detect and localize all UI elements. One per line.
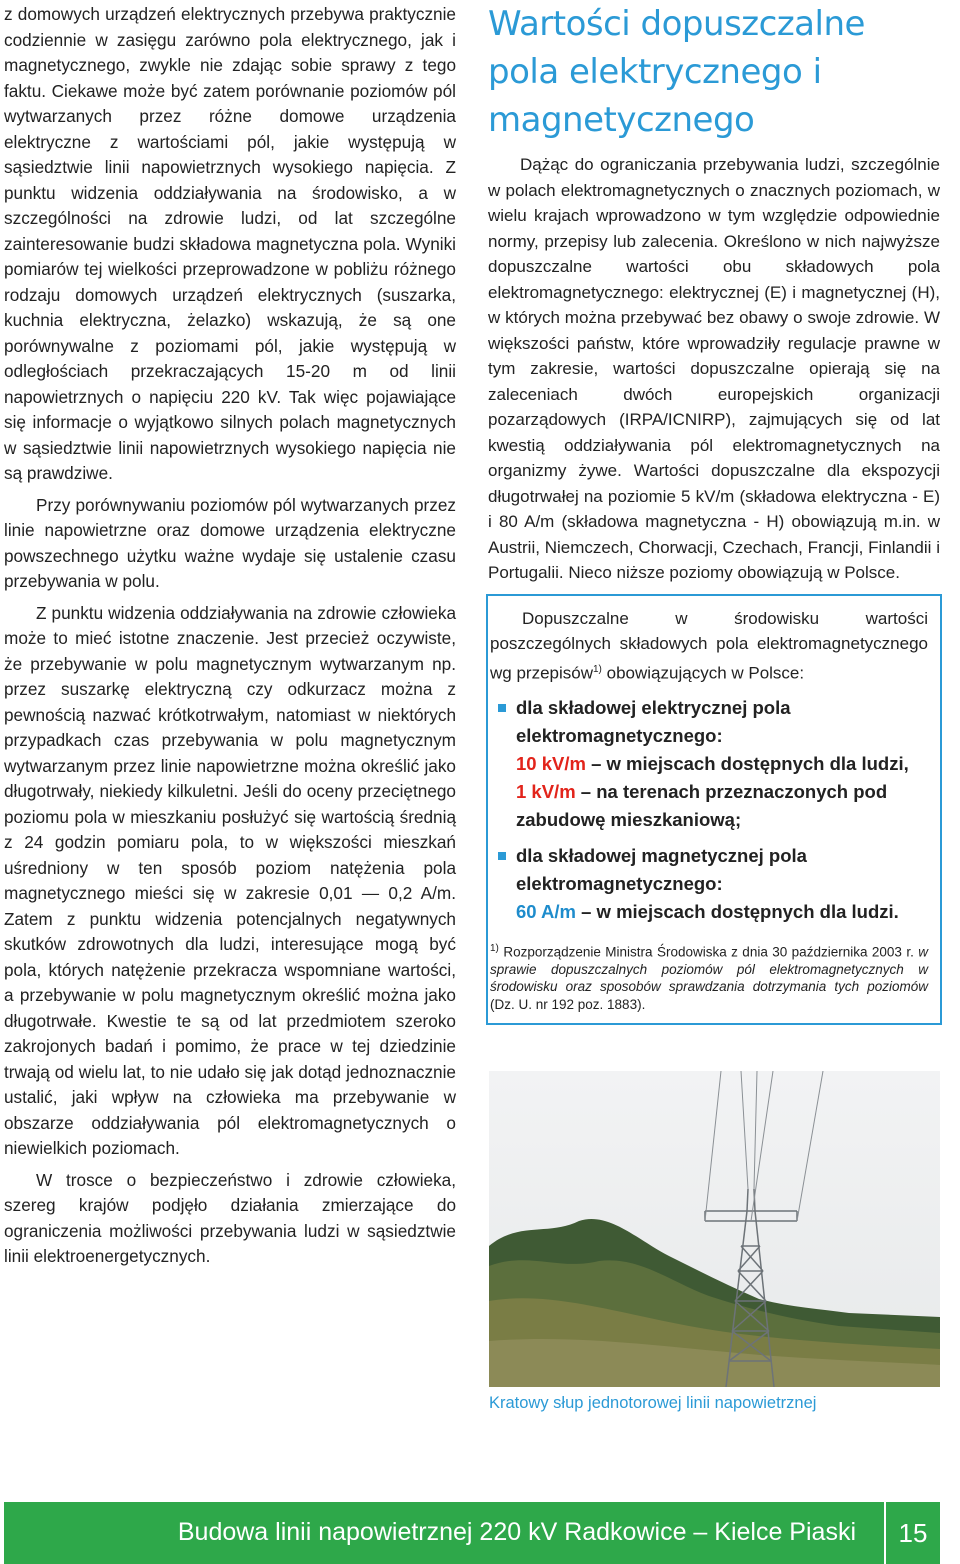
page-number: 15 xyxy=(886,1502,940,1564)
limit-description: – w miejscach dostępnych dla ludzi, xyxy=(585,752,909,774)
left-paragraph-4: W trosce o bezpieczeństwo i zdrowie człowieka, szereg krajów podjęło działania zmierzające do ograniczenia możliwości przebywania ludzi w sąsiedztwie linii elektroenergetycznych. xyxy=(4,1169,456,1266)
footnote xyxy=(490,940,928,1014)
bullet-electric-line-1 xyxy=(516,750,928,778)
photo-caption: Kratowy słup jednotorowej linii napowietrznej xyxy=(489,1394,817,1412)
footnote-text-2: (Dz. U. nr 192 poz. 1883). xyxy=(490,996,646,1012)
footnote-ref: 1) xyxy=(593,663,602,675)
limit-value: 10 kV/m xyxy=(516,752,586,774)
limits-box xyxy=(486,594,942,1026)
limits-intro-before: Dopuszczalne w środowisku wartości poszczególnych składowych pola elektromagnetycznego wg przepisów xyxy=(490,608,928,683)
pylon-photo-illustration xyxy=(489,1071,940,1387)
bullet-magnetic-title: dla składowej magnetycznej pola elektromagnetycznego: xyxy=(516,844,807,894)
section-heading: Wartości dopuszczalne pola elektrycznego i magnetycznego xyxy=(488,4,865,140)
limits-box-intro xyxy=(490,606,928,686)
section-intro: Dążąc do ograniczania przebywania ludzi, szczególnie w polach elektromagnetycznych o znacznych poziomach, w wielu krajach wprowadzono w tym względzie odpowiednie normy, przepisy lub zalecenia. Określono w nich najwyższe dopuszczalne wartości obu składowych pola elektromagnetycznego: elektrycznej (E) i magnetycznej (H), w których można przebywać bez obawy o swoje zdrowie. W większości państw, które wprowadziły regulacje prawne w tym zakresie, wartości dopuszczalne opierają się na zaleceniach dwóch europejskich organizacji pozarządowych (IRPA/ICNIRP), zajmujących się od lat kwestią oddziaływania pól elektromagnetycznych na organizmy żywe. Wartości dopuszczalne dla ekspozycji długotrwałej na poziomie 5 kV/m (składowa elektryczna - E) i 80 A/m (składowa magnetyczna - H) obowiązują m.in. w Austrii, Niemczech, Chorwacji, Czechach, Francji, Finlandii i Portugalii. Nieco niższe poziomy obowiązują w Polsce. xyxy=(488,155,940,582)
limit-value: 1 kV/m xyxy=(516,780,576,802)
left-paragraph-3: Z punktu widzenia oddziaływania na zdrowie człowieka może to mieć istotne znaczenie. Jest przecież oczywiste, że przebywanie w polu magnetycznym wytwarzanym np. przez suszarkę elektryczną czy odkurzacz można z pewnością nazwać krótkotrwałym, natomiast w niektórych przypadkach czas przebywania w polu magnetycznym wytwarzanym przez linie napowietrzne można określić jako długotrwały, niekiedy kilkuletni. Jeśli do oceny przeciętnego poziomu pola w mieszkaniu posłużyć się wartością średnią z 24 godzin pomiaru pola, to w większości mieszkań uśredniony w ten sposób poziom natężenia pola magnetycznego mieści się w zakresie 0,01 — 0,2 A/m. Zatem z punktu widzenia potencjalnych negatywnych skutków zdrowotnych dla ludzi, interesujące mogą być pola, których natężenie przekracza wspomniane wartości, a przebywanie w polu magnetycznym określić można jako długotrwałe. Kwestie te są od lat przedmiotem szeroko zakrojonych badań i pomimo, że prace w tej dziedzinie trwają od wielu lat, to nie udało się jak dotąd jednoznacznie ustalić, jaki wpływ na człowieka ma przebywanie w obszarze oddziaływania pól elektromagnetycznych o niewielkich poziomach. xyxy=(4,602,456,1158)
left-column xyxy=(4,2,456,1276)
footer-bar xyxy=(4,1502,884,1564)
bullet-square-icon xyxy=(498,704,506,712)
bullet-electric-line-2 xyxy=(516,778,928,834)
footnote-marker: 1) xyxy=(490,942,499,954)
left-paragraph-2: Przy porównywaniu poziomów pól wytwarzanych przez linie napowietrzne oraz domowe urządzenia elektryczne powszechnego użytku ważne wydaje się ustalenie czasu przebywania w polu. xyxy=(4,494,456,591)
limit-value: 60 A/m xyxy=(516,900,576,922)
bullet-electric xyxy=(490,694,928,834)
footnote-text-1: Rozporządzenie Ministra Środowiska z dnia 30 października 2003 r. xyxy=(498,944,919,960)
limit-description: – na terenach przeznaczonych pod zabudowę mieszkaniową; xyxy=(516,780,888,830)
footnote-title: w sprawie dopuszczalnych poziomów pól elektromagnetycznych w środowisku oraz sposobów sprawdzania dotrzymania tych poziomów xyxy=(490,944,928,995)
limit-description: – w miejscach dostępnych dla ludzi. xyxy=(575,900,899,922)
limits-intro-after: obowiązujących w Polsce: xyxy=(601,663,805,683)
footer-title: Budowa linii napowietrznej 220 kV Radkowice – Kielce Piaski xyxy=(177,1518,856,1546)
bullet-electric-title: dla składowej elektrycznej pola elektromagnetycznego: xyxy=(516,696,791,746)
right-column xyxy=(488,0,940,1025)
bullet-magnetic xyxy=(490,842,928,926)
pylon-photo xyxy=(489,1071,940,1387)
left-paragraph-1: z domowych urządzeń elektrycznych przebywa praktycznie codziennie w zasięgu zarówno pola elektrycznego, jak i magnetycznego, zwykle nie zdając sobie sprawy z tego faktu. Ciekawe może być zatem porównanie poziomów pól wytwarzanych przez różne domowe urządzenia elektryczne z wartościami pól, jakie występują w sąsiedztwie linii napowietrznych wysokiego napięcia. Z punktu widzenia oddziaływania na środowisko, a w szczególności na zdrowie ludzi, od lat szczególne zainteresowanie budzi składowa magnetyczna pola. Wyniki pomiarów tej wielkości przeprowadzone w pobliżu różnego rodzaju domowych urządzeń elektrycznych (suszarka, kuchnia elektryczna, żelazko) wskazują, że są one porównywalne z poziomami pól, jakie występują w odległościach przekraczających 15-20 m od linii napowietrznych o napięciu 220 kV. Tak więc pojawiające się informacje o wyjątkowo silnych polach magnetycznych w sąsiedztwie linii napowietrznych wysokiego napięcia nie są prawdziwe. xyxy=(4,4,456,483)
bullet-magnetic-line-1 xyxy=(516,898,928,926)
bullet-square-icon xyxy=(498,852,506,860)
